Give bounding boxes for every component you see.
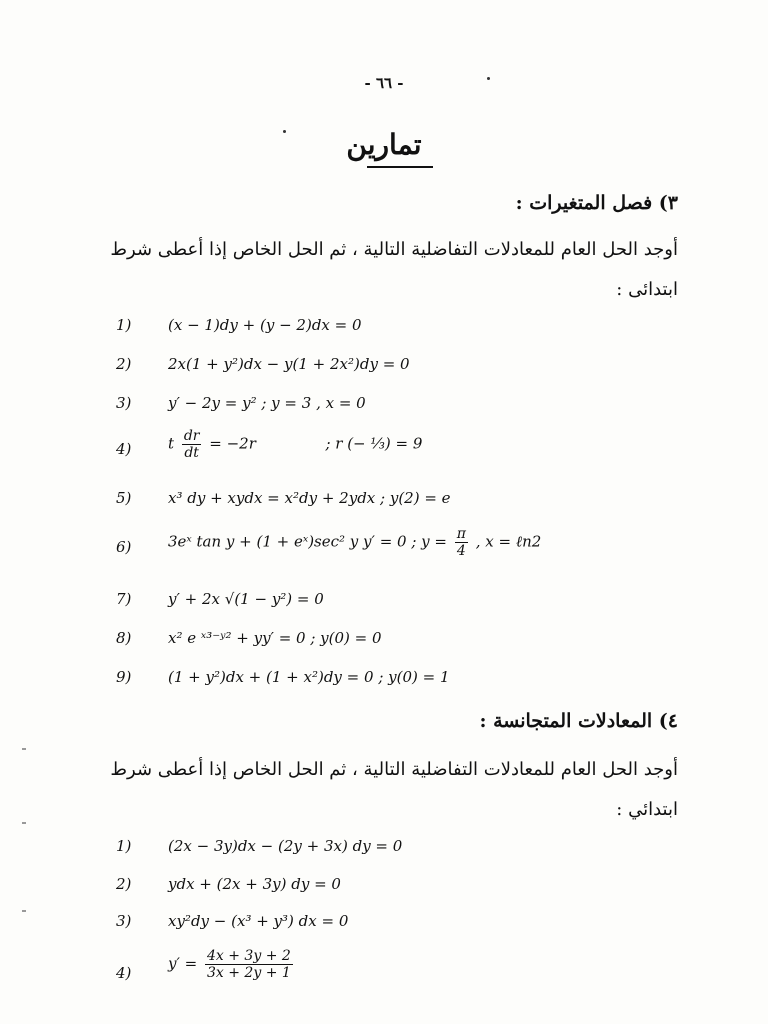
intro-line: ابتدائي : <box>616 799 678 820</box>
exercise-number: 2) <box>116 875 132 893</box>
exercise-number: 5) <box>116 489 132 507</box>
scan-speck <box>283 130 286 133</box>
exercise-number: 4) <box>116 440 132 458</box>
exercise-number: 4) <box>116 964 132 982</box>
section-intro-text <box>108 230 678 310</box>
exercise-equation: (2x − 3y)dx − (2y + 3x) dy = 0 <box>168 837 403 855</box>
exercise-number: 2) <box>116 355 132 373</box>
section-heading-separation: ٣) فصل المتغيرات : <box>515 192 678 214</box>
exercise-equation: (x − 1)dy + (y − 2)dx = 0 <box>168 316 362 334</box>
title-underline <box>367 166 433 168</box>
fraction-denominator: 3x + 2y + 1 <box>207 965 291 981</box>
exercise-equation: ydx + (2x + 3y) dy = 0 <box>168 875 341 893</box>
exercise-equation: xy²dy − (x³ + y³) dx = 0 <box>168 912 349 930</box>
equation-part: y′ = <box>168 954 198 973</box>
exercise-number: 3) <box>116 912 132 930</box>
fraction <box>455 526 468 559</box>
margin-mark <box>22 910 26 912</box>
scan-speck <box>487 77 490 80</box>
initial-condition: ; r (− ⅓) = 9 <box>325 434 423 453</box>
exercise-number: 1) <box>116 316 132 334</box>
exercise-number: 9) <box>116 668 132 686</box>
margin-mark <box>22 748 26 750</box>
fraction-numerator: dr <box>183 428 200 444</box>
exercise-number: 7) <box>116 590 132 608</box>
exercise-number: 8) <box>116 629 132 647</box>
exercise-equation: y′ + 2x √(1 − y²) = 0 <box>168 590 324 608</box>
exercise-equation: x³ dy + xydx = x²dy + 2ydx ; y(2) = e <box>168 489 451 507</box>
equation-part: , x = ℓn2 <box>475 532 542 551</box>
exercise-number: 3) <box>116 394 132 412</box>
exercise-equation <box>168 948 296 981</box>
page-number: - ٦٦ - <box>364 74 404 92</box>
exercise-equation: 2x(1 + y²)dx − y(1 + 2x²)dy = 0 <box>168 355 410 373</box>
fraction <box>182 428 202 461</box>
exercise-equation: (1 + y²)dx + (1 + x²)dy = 0 ; y(0) = 1 <box>168 668 450 686</box>
fraction-denominator: dt <box>184 445 199 461</box>
exercise-number: 6) <box>116 538 132 556</box>
exercise-equation <box>168 526 541 559</box>
fraction-numerator: 4x + 3y + 2 <box>207 948 291 964</box>
intro-line: ابتدائى : <box>616 279 678 300</box>
fraction <box>205 948 293 981</box>
exercise-equation <box>168 428 422 461</box>
exercise-equation: x² e ˣ³⁻ʸ² + yy′ = 0 ; y(0) = 0 <box>168 629 382 647</box>
equation-part: t <box>168 434 175 453</box>
fraction-denominator: 4 <box>456 543 466 559</box>
margin-mark <box>22 822 26 824</box>
exercise-number: 1) <box>116 837 132 855</box>
intro-line: أوجد الحل العام للمعادلات التفاضلية التالية ، ثم الحل الخاص إذا أعطى شرط <box>110 239 678 260</box>
intro-line: أوجد الحل العام للمعادلات التفاضلية التالية ، ثم الحل الخاص إذا أعطى شرط <box>110 759 678 780</box>
equation-part: = −2r <box>209 434 256 453</box>
fraction-numerator: π <box>456 526 466 542</box>
exercise-equation: y′ − 2y = y² ; y = 3 , x = 0 <box>168 394 366 412</box>
equation-part: 3eˣ tan y + (1 + eˣ)sec² y y′ = 0 ; y = <box>168 532 447 551</box>
page-title: تمارين <box>346 128 422 161</box>
section-heading-homogeneous: ٤) المعادلات المتجانسة : <box>479 710 678 732</box>
section-intro-text <box>108 750 678 830</box>
